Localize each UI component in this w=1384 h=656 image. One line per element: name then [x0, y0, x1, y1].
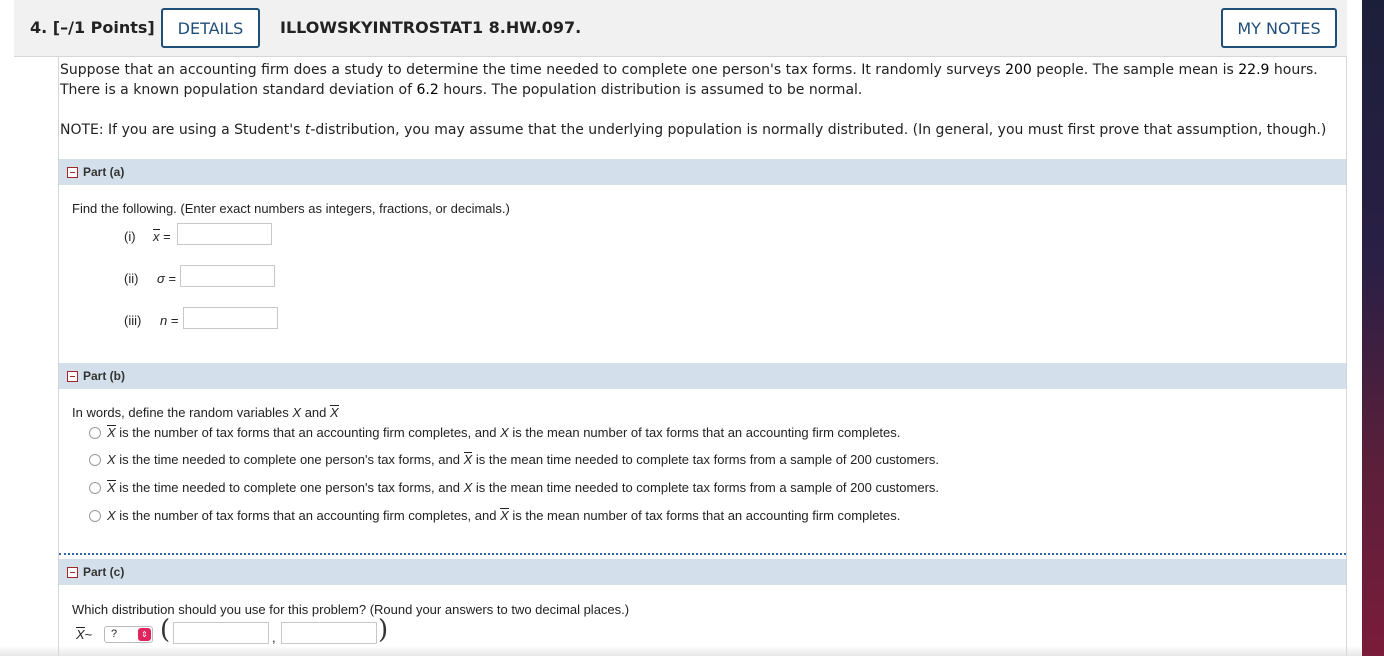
part-b-instruction: In words, define the random variables X and X	[72, 405, 339, 420]
option-4-text[interactable]: X is the number of tax forms that an accounting firm completes, and X is the mean number of tax forms that an accounting firm completes.	[107, 508, 901, 523]
item-i-number: (i)	[124, 229, 136, 244]
option-1-radio[interactable]	[89, 427, 101, 439]
part-c-label: Part (c)	[83, 565, 125, 579]
collapse-icon[interactable]	[67, 167, 78, 178]
part-a-header[interactable]	[59, 159, 1346, 185]
open-paren: (	[160, 615, 171, 645]
distribution-var-label: X~	[76, 627, 93, 642]
option-2-text[interactable]: X is the time needed to complete one person's tax forms, and X is the mean time needed to complete tax forms from a sample of 200 customers.	[107, 452, 940, 467]
part-b-label: Part (b)	[83, 369, 125, 383]
part-a-instruction: Find the following. (Enter exact numbers as integers, fractions, or decimals.)	[72, 201, 510, 216]
sigma-label: σ =	[157, 271, 177, 286]
problem-statement: Suppose that an accounting firm does a study to determine the time needed to complete one person's tax forms. It randomly surveys 200 people. The sample mean is 22.9 hours. There is a known population standard deviation of 6.2 hours. The population distribution is assumed to be normal.	[60, 62, 1318, 98]
assignment-id: ILLOWSKYINTROSTAT1 8.HW.097.	[280, 18, 582, 37]
xbar-label: x =	[153, 229, 171, 244]
option-3-radio[interactable]	[89, 482, 101, 494]
sigma-input[interactable]	[180, 265, 275, 287]
problem-note: NOTE: If you are using a Student's t-distribution, you may assume that the underlying population is normally distributed. (In general, you must first prove that assumption, though.)	[60, 122, 1327, 138]
n-label: n =	[160, 313, 179, 328]
option-2-radio[interactable]	[89, 454, 101, 466]
part-c-header[interactable]	[59, 559, 1346, 585]
option-1-text[interactable]: X is the number of tax forms that an accounting firm completes, and X is the mean number of tax forms that an accounting firm completes.	[107, 425, 901, 440]
my-notes-button[interactable]: MY NOTES	[1221, 8, 1337, 48]
window-edge	[1362, 0, 1384, 656]
item-ii-number: (ii)	[124, 271, 139, 286]
question-points: 4. [–/1 Points]	[30, 18, 155, 37]
close-paren: )	[378, 615, 389, 645]
select-arrows-icon: ⇕	[138, 628, 151, 641]
section-divider	[59, 553, 1346, 555]
distribution-select[interactable]: ? ⇕	[104, 626, 153, 643]
option-4-radio[interactable]	[89, 510, 101, 522]
question-header	[14, 0, 1347, 57]
distribution-param-1-input[interactable]	[173, 622, 269, 644]
distribution-param-2-input[interactable]	[281, 622, 377, 644]
comma: ,	[272, 630, 276, 645]
option-3-text[interactable]: X is the time needed to complete one person's tax forms, and X is the mean time needed to complete tax forms from a sample of 200 customers.	[107, 480, 940, 495]
part-a-label: Part (a)	[83, 165, 125, 179]
n-input[interactable]	[183, 307, 278, 329]
xbar-input[interactable]	[177, 223, 272, 245]
bottom-fade	[0, 646, 1362, 656]
item-iii-number: (iii)	[124, 313, 142, 328]
collapse-icon[interactable]	[67, 567, 78, 578]
details-button[interactable]: DETAILS	[161, 8, 260, 48]
part-b-header[interactable]	[59, 363, 1346, 389]
part-c-instruction: Which distribution should you use for this problem? (Round your answers to two decimal places.)	[72, 602, 630, 617]
collapse-icon[interactable]	[67, 371, 78, 382]
